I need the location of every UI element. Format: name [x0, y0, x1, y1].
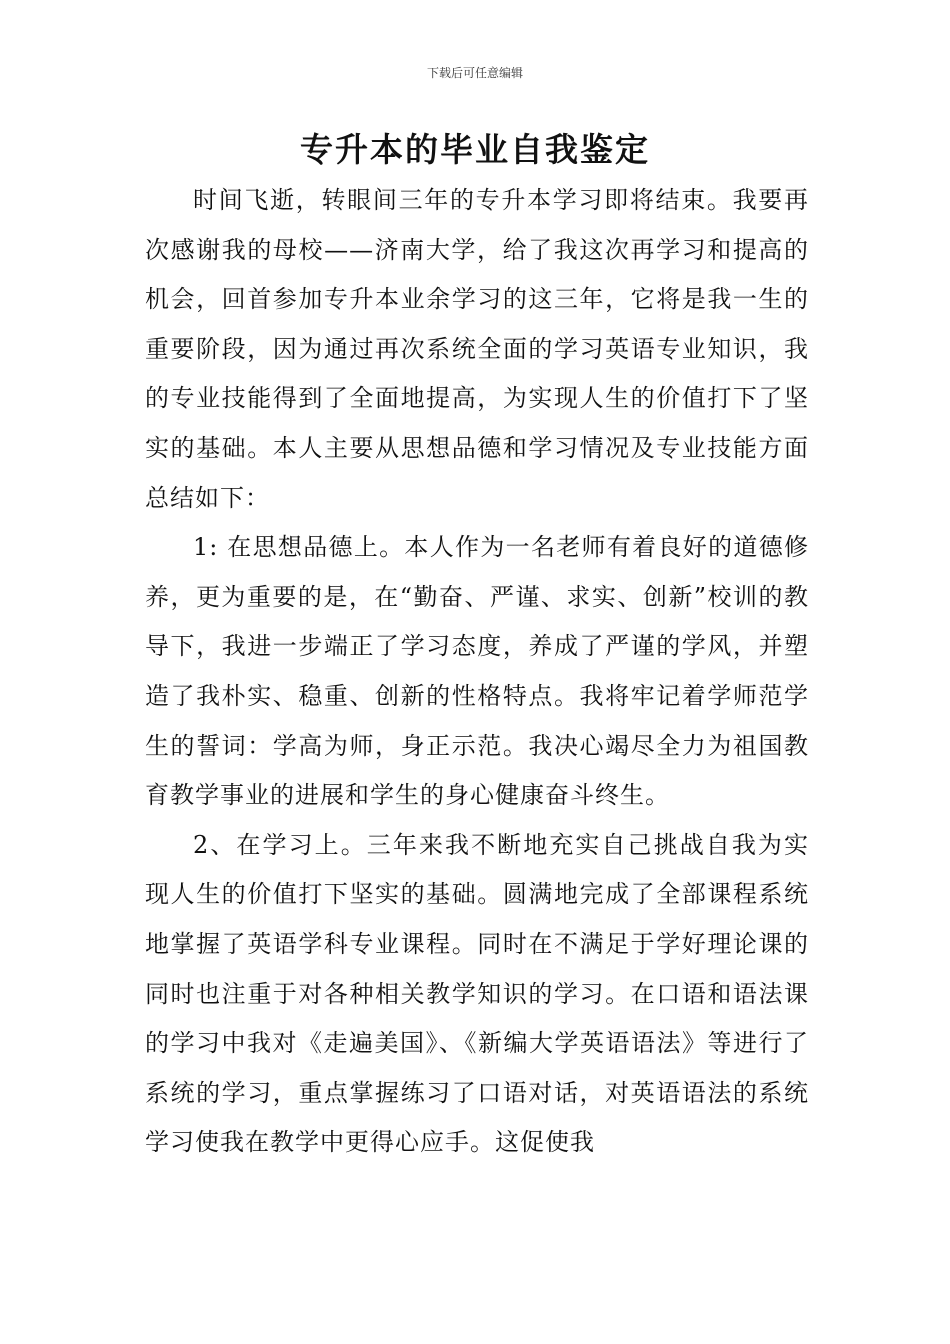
header-note: 下载后可任意编辑: [426, 66, 523, 80]
paragraph-intro: 时间飞逝，转眼间三年的专升本学习即将结束。我要再次感谢我的母校——济南大学，给了我这次再学习和提高的机会，回首参加专升本业余学习的这三年，它将是我一生的重要阶段，因为通过再次系统全面的学习英语专业知识，我的专业技能得到了全面地提高，为实现人生的价值打下了坚实的基础。本人主要从思想品德和学习情况及专业技能方面总结如下：: [145, 186, 809, 512]
document-body: [145, 176, 809, 1168]
paragraph-moral: 1: 在思想品德上。本人作为一名老师有着良好的道德修养，更为重要的是，在“勤奋、严谨、求实、创新”校训的教导下，我进一步端正了学习态度，养成了严谨的学风，并塑造了我朴实、稳重、创新的性格特点。我将牢记着学师范学生的誓词：学高为师，身正示范。我决心竭尽全力为祖国教育教学事业的进展和学生的身心健康奋斗终生。: [145, 533, 809, 810]
paragraph-study: 2、在学习上。三年来我不断地充实自己挑战自我为实现人生的价值打下坚实的基础。圆满地完成了全部课程系统地掌握了英语学科专业课程。同时在不满足于学好理论课的同时也注重于对各种相关教学知识的学习。在口语和语法课的学习中我对《走遍美国》、《新编大学英语语法》等进行了系统的学习，重点掌握练习了口语对话，对英语语法的系统学习使我在教学中更得心应手。这促使我: [145, 830, 809, 1157]
document-title: 专升本的毕业自我鉴定: [300, 130, 650, 169]
